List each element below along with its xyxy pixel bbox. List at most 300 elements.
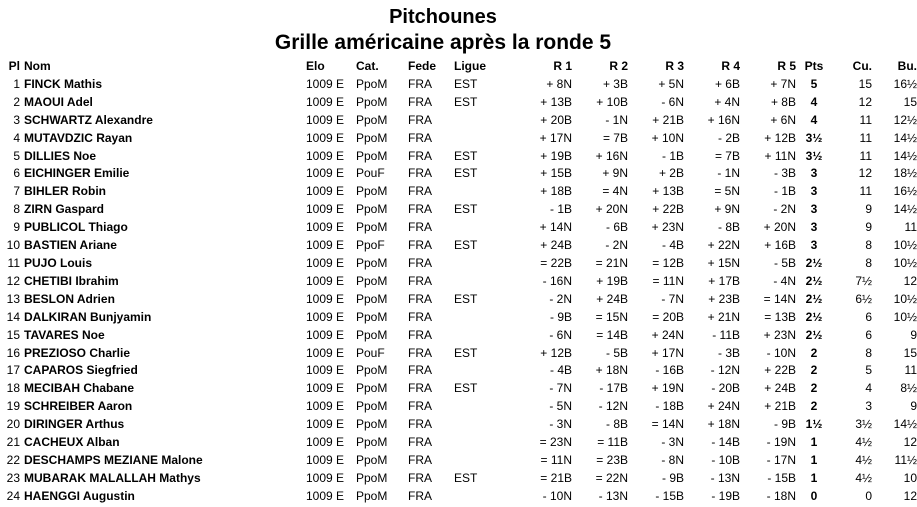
cell-r1: = 11N [540, 452, 572, 467]
cell-r5: + 12B [764, 130, 796, 145]
cell-fede: FRA [408, 435, 432, 450]
cell-r5: - 5B [773, 255, 796, 270]
cell-nom: SCHREIBER Aaron [24, 399, 133, 414]
cell-ligue [454, 327, 510, 345]
cell-r5: + 23N [763, 327, 796, 342]
cell-cu: 8 [865, 255, 872, 270]
cell-nom: PUJO Louis [24, 255, 93, 270]
cell-bu: 16½ [893, 184, 917, 199]
cell-r2: + 19B [596, 273, 628, 288]
cell-pl: 18 [6, 381, 20, 396]
cell-cat: PpoM [356, 381, 388, 396]
cell-elo: 1009 E [306, 238, 345, 253]
cell-bu: 12½ [893, 112, 917, 127]
cell-r2: = 22N [595, 470, 628, 485]
cell-pts: 4 [810, 112, 818, 127]
col-header-elo: Elo [306, 59, 325, 73]
cell-elo: 1009 E [306, 273, 345, 288]
cell-cu: 9 [865, 202, 872, 217]
cell-ligue: EST [454, 381, 478, 396]
cell-bu: 14½ [893, 130, 917, 145]
cell-cat: PpoM [356, 76, 388, 91]
cell-pl: 11 [7, 255, 20, 270]
cell-fede: FRA [408, 488, 432, 503]
cell-r2: - 1N [605, 112, 628, 127]
cell-cat: PouF [356, 345, 385, 360]
page-title: Pitchounes [389, 6, 497, 28]
col-header-r1: R 1 [553, 59, 572, 73]
cell-r2: = 14B [596, 327, 628, 342]
cell-fede: FRA [408, 238, 432, 253]
table-row [2, 130, 917, 148]
cell-pl: 5 [13, 148, 20, 163]
cell-r3: = 12B [652, 255, 684, 270]
cell-cu: 3 [865, 399, 872, 414]
cell-r1: - 2N [549, 291, 572, 306]
cell-ligue: EST [454, 470, 478, 485]
cell-pl: 21 [6, 435, 20, 450]
cell-fede: FRA [408, 470, 432, 485]
cell-r5: + 11N [764, 148, 796, 163]
cell-bu: 15 [903, 345, 917, 360]
cell-r2: + 24B [596, 291, 628, 306]
cell-r4: - 11B [712, 327, 740, 342]
cell-r5: - 4N [773, 273, 796, 288]
cell-r2: - 2N [605, 238, 628, 253]
cell-nom: DILLIES Noe [24, 148, 97, 163]
cell-bu: 12 [903, 435, 917, 450]
cell-cat: PpoM [356, 309, 388, 324]
cell-nom: HAENGGI Augustin [24, 488, 135, 503]
cell-r5: - 10N [766, 345, 796, 360]
cell-fede: FRA [408, 309, 432, 324]
cell-ligue: EST [454, 148, 478, 163]
cell-pl: 24 [6, 488, 20, 503]
cell-r5: - 19N [766, 435, 796, 450]
cell-fede: FRA [408, 255, 432, 270]
cell-r3: + 2B [658, 166, 684, 181]
cell-r1: + 14N [539, 220, 572, 235]
cell-r1: + 20B [540, 112, 572, 127]
cell-r4: + 23B [708, 291, 740, 306]
cell-cat: PpoM [356, 399, 388, 414]
cell-r4: - 8B [717, 220, 740, 235]
col-header-fede: Fede [408, 59, 437, 73]
cell-bu: 11½ [894, 452, 917, 467]
cell-bu: 8½ [900, 381, 917, 396]
table-row [2, 309, 917, 327]
cell-pl: 3 [13, 112, 20, 127]
cell-nom: BIHLER Robin [24, 184, 106, 199]
cell-cu: 15 [858, 76, 872, 91]
cell-bu: 15 [903, 94, 917, 109]
cell-r2: = 7B [602, 130, 628, 145]
cell-nom: CAPAROS Siegfried [24, 363, 138, 378]
cell-pts: 2 [810, 399, 818, 414]
cell-r1: = 22B [540, 255, 572, 270]
cell-ligue: EST [454, 345, 478, 360]
cell-ligue [454, 130, 510, 148]
cell-elo: 1009 E [306, 417, 345, 432]
cell-cu: 4½ [855, 435, 872, 450]
cell-r2: + 3B [602, 76, 628, 91]
cell-ligue [454, 309, 510, 327]
cell-ligue [454, 452, 510, 470]
cell-pl: 8 [13, 202, 20, 217]
cell-r4: - 3B [717, 345, 740, 360]
cell-bu: 10½ [893, 255, 917, 270]
cell-r5: = 13B [764, 309, 796, 324]
cell-ligue [454, 434, 510, 452]
cell-fede: FRA [408, 363, 432, 378]
cell-pl: 9 [13, 220, 20, 235]
cell-bu: 18½ [893, 166, 917, 181]
cell-ligue: EST [454, 166, 478, 181]
cell-r3: + 21B [652, 112, 684, 127]
cell-r4: + 21N [707, 309, 740, 324]
cell-r4: + 15N [707, 255, 740, 270]
cell-ligue: EST [454, 76, 478, 91]
table-row [2, 398, 917, 416]
cell-bu: 11 [904, 220, 917, 235]
col-header-pts: Pts [804, 59, 824, 73]
cell-r2: + 10B [596, 94, 628, 109]
cell-cu: 4 [865, 381, 872, 396]
cell-r5: + 20N [763, 220, 796, 235]
cell-r2: = 4N [602, 184, 628, 199]
cell-nom: CHETIBI Ibrahim [24, 273, 119, 288]
cell-elo: 1009 E [306, 488, 345, 503]
table-row [2, 327, 917, 345]
cell-r5: + 16B [764, 238, 796, 253]
table-row [2, 255, 917, 273]
cell-r4: - 14B [711, 435, 740, 450]
table-row [2, 237, 917, 255]
cell-r3: - 1B [661, 148, 684, 163]
table-row [2, 148, 917, 166]
cell-r3: + 17N [651, 345, 684, 360]
cell-bu: 9 [910, 327, 917, 342]
cell-bu: 10½ [893, 291, 917, 306]
table-row [2, 362, 917, 380]
table-row [2, 219, 917, 237]
cell-elo: 1009 E [306, 452, 345, 467]
cell-elo: 1009 E [306, 327, 345, 342]
cell-cat: PpoM [356, 220, 388, 235]
cell-r1: + 13B [540, 94, 572, 109]
cell-ligue [454, 398, 510, 416]
cell-r5: - 2N [773, 202, 796, 217]
cell-r5: + 8B [770, 94, 796, 109]
cell-r1: + 24B [540, 238, 572, 253]
cell-pl: 6 [13, 166, 20, 181]
cell-cat: PpoM [356, 202, 388, 217]
cell-cu: 9 [865, 220, 872, 235]
cell-pl: 20 [6, 417, 20, 432]
cell-pts: 1½ [805, 417, 823, 432]
cell-cat: PpoM [356, 184, 388, 199]
cell-elo: 1009 E [306, 148, 345, 163]
col-header-r3: R 3 [665, 59, 684, 73]
cell-cat: PpoM [356, 470, 388, 485]
cell-r3: + 23N [651, 220, 684, 235]
table-row [2, 291, 917, 309]
cell-nom: MUBARAK MALALLAH Mathys [24, 470, 201, 485]
cell-pts: 0 [810, 488, 818, 503]
cell-nom: BASTIEN Ariane [24, 238, 117, 253]
cell-elo: 1009 E [306, 470, 345, 485]
cell-bu: 11 [904, 363, 917, 378]
cell-elo: 1009 E [306, 399, 345, 414]
col-header-r5: R 5 [777, 59, 796, 73]
cell-nom: DESCHAMPS MEZIANE Malone [24, 452, 203, 467]
cell-r2: + 9N [602, 166, 628, 181]
cell-pts: 3 [810, 202, 818, 217]
cell-nom: BESLON Adrien [24, 291, 115, 306]
cell-r4: + 24N [707, 399, 740, 414]
cell-r4: + 6B [714, 76, 740, 91]
cell-pl: 14 [6, 309, 20, 324]
cell-r4: + 16N [707, 112, 740, 127]
cell-r5: - 9B [773, 417, 796, 432]
cell-bu: 12 [903, 488, 917, 503]
table-row [2, 488, 917, 506]
cell-cat: PpoM [356, 363, 388, 378]
cell-r3: = 20B [652, 309, 684, 324]
cell-r2: + 20N [595, 202, 628, 217]
cell-bu: 14½ [893, 417, 917, 432]
cell-r5: - 3B [773, 166, 796, 181]
cell-r5: - 15B [767, 470, 796, 485]
cell-r3: - 4B [661, 238, 684, 253]
cell-r1: - 4B [549, 363, 572, 378]
table-row [2, 94, 917, 112]
table-row [2, 434, 917, 452]
cell-ligue [454, 362, 510, 380]
cell-pl: 15 [6, 327, 20, 342]
cell-r1: + 19B [540, 148, 572, 163]
col-header-bu: Bu. [897, 59, 917, 73]
cell-cu: 12 [858, 94, 872, 109]
cell-r4: - 10B [711, 452, 740, 467]
cell-cat: PpoM [356, 94, 388, 109]
cell-cu: 4½ [855, 470, 872, 485]
cell-fede: FRA [408, 202, 432, 217]
cell-bu: 10 [903, 470, 917, 485]
cell-elo: 1009 E [306, 112, 345, 127]
cell-elo: 1009 E [306, 166, 345, 181]
cell-r1: = 21B [540, 470, 572, 485]
cell-bu: 10½ [893, 309, 917, 324]
cell-fede: FRA [408, 273, 432, 288]
table-row [2, 416, 917, 434]
cell-pts: 2½ [805, 309, 823, 324]
cell-r2: - 13N [598, 488, 628, 503]
cell-cu: 11 [859, 130, 872, 145]
cell-r1: + 17N [539, 130, 572, 145]
cell-pts: 3 [810, 166, 818, 181]
cell-r5: + 6N [770, 112, 796, 127]
cell-elo: 1009 E [306, 76, 345, 91]
cell-r4: = 5N [714, 184, 740, 199]
cell-cu: 7½ [855, 273, 872, 288]
cell-pts: 2 [810, 381, 818, 396]
cell-elo: 1009 E [306, 220, 345, 235]
cell-elo: 1009 E [306, 381, 345, 396]
cell-nom: FINCK Mathis [24, 76, 102, 91]
table-row [2, 201, 917, 219]
cell-r2: = 21N [595, 255, 628, 270]
cell-cu: 11 [859, 148, 872, 163]
cell-r4: + 9N [714, 202, 740, 217]
cell-r1: + 12B [540, 345, 572, 360]
cell-r1: + 15B [540, 166, 572, 181]
col-header-nom: Nom [24, 59, 51, 73]
cell-r3: - 16B [655, 363, 684, 378]
cell-r3: + 22B [652, 202, 684, 217]
cell-pts: 2½ [805, 291, 823, 306]
cell-fede: FRA [408, 94, 432, 109]
cell-pts: 5 [810, 76, 818, 91]
cell-cat: PouF [356, 166, 385, 181]
cell-nom: TAVARES Noe [24, 327, 105, 342]
cell-pl: 17 [6, 363, 20, 378]
cell-fede: FRA [408, 381, 432, 396]
col-header-cat: Cat. [356, 59, 379, 73]
cell-r5: - 18N [766, 488, 796, 503]
cell-r3: + 10N [651, 130, 684, 145]
cell-ligue: EST [454, 238, 478, 253]
cell-r3: - 6N [661, 94, 684, 109]
cell-r4: = 7B [714, 148, 740, 163]
cell-cat: PpoM [356, 130, 388, 145]
cell-cu: 4½ [855, 452, 872, 467]
cell-nom: CACHEUX Alban [24, 435, 120, 450]
cell-r4: - 20B [711, 381, 740, 396]
cell-r5: + 21B [764, 399, 796, 414]
table-header-row [2, 58, 917, 76]
cell-pts: 4 [810, 94, 818, 109]
cell-elo: 1009 E [306, 130, 345, 145]
cell-cu: 3½ [855, 417, 872, 432]
cell-r5: + 24B [764, 381, 796, 396]
cell-fede: FRA [408, 399, 432, 414]
cell-fede: FRA [408, 76, 432, 91]
cell-nom: MUTAVDZIC Rayan [24, 130, 133, 145]
table-row [2, 273, 917, 291]
cell-r1: + 18B [540, 184, 572, 199]
cell-r2: - 6B [605, 220, 628, 235]
cell-elo: 1009 E [306, 309, 345, 324]
cell-cat: PpoF [356, 238, 385, 253]
cell-cat: PpoM [356, 452, 388, 467]
cell-nom: EICHINGER Emilie [24, 166, 130, 181]
cell-ligue: EST [454, 202, 478, 217]
cell-r1: - 7N [549, 381, 572, 396]
cell-nom: DALKIRAN Bunjyamin [24, 309, 152, 324]
cell-pts: 2 [810, 363, 818, 378]
cell-cu: 8 [865, 238, 872, 253]
cell-nom: DIRINGER Arthus [24, 417, 125, 432]
cell-r1: - 5N [549, 399, 572, 414]
cell-cat: PpoM [356, 291, 388, 306]
cell-cat: PpoM [356, 255, 388, 270]
cell-nom: PUBLICOL Thiago [24, 220, 128, 235]
cell-pl: 16 [6, 345, 20, 360]
cell-elo: 1009 E [306, 94, 345, 109]
cell-pl: 4 [13, 130, 20, 145]
cell-bu: 14½ [893, 148, 917, 163]
cell-fede: FRA [408, 417, 432, 432]
cell-bu: 16½ [893, 76, 917, 91]
table-row [2, 452, 917, 470]
cell-r5: + 7N [770, 76, 796, 91]
cell-r1: - 16N [542, 273, 572, 288]
cell-r4: - 1N [717, 166, 740, 181]
cell-ligue [454, 112, 510, 130]
cell-r5: + 22B [764, 363, 796, 378]
cell-ligue [454, 488, 510, 506]
cell-ligue: EST [454, 291, 478, 306]
cell-r5: = 14N [763, 291, 796, 306]
cell-fede: FRA [408, 184, 432, 199]
table-row [2, 76, 917, 94]
cell-elo: 1009 E [306, 291, 345, 306]
cell-pl: 23 [6, 470, 20, 485]
cell-r3: - 3N [661, 435, 684, 450]
cell-r3: = 11N [652, 273, 684, 288]
cell-pl: 2 [13, 94, 20, 109]
cell-r4: - 19B [711, 488, 740, 503]
cell-r3: = 14N [651, 417, 684, 432]
cell-pts: 3 [810, 220, 818, 235]
cell-pl: 19 [6, 399, 20, 414]
cell-r5: - 17N [766, 452, 796, 467]
cell-r4: - 12N [710, 363, 740, 378]
cell-pl: 22 [6, 452, 20, 467]
cell-nom: PREZIOSO Charlie [24, 345, 131, 360]
cell-r2: - 5B [605, 345, 628, 360]
cell-pts: 1 [810, 470, 818, 485]
cell-pts: 3½ [805, 148, 823, 163]
cell-cat: PpoM [356, 273, 388, 288]
table-row [2, 345, 917, 363]
cell-ligue [454, 219, 510, 237]
cell-r4: - 2B [717, 130, 740, 145]
cell-r2: = 11B [597, 435, 628, 450]
cell-r3: - 7N [661, 291, 684, 306]
cell-bu: 9 [910, 399, 917, 414]
cell-r1: - 1B [549, 202, 572, 217]
cell-pl: 10 [6, 238, 20, 253]
col-header-pl: Pl [8, 59, 20, 73]
cell-r1: - 3N [549, 417, 572, 432]
col-header-r4: R 4 [721, 59, 740, 73]
cell-elo: 1009 E [306, 202, 345, 217]
cell-pts: 2½ [805, 255, 823, 270]
cell-r2: - 12N [598, 399, 628, 414]
cell-r1: - 6N [549, 327, 572, 342]
cell-fede: FRA [408, 148, 432, 163]
cell-r2: + 18N [595, 363, 628, 378]
cell-r1: - 9B [549, 309, 572, 324]
cell-r4: + 17B [708, 273, 740, 288]
cell-r4: + 4N [714, 94, 740, 109]
cell-fede: FRA [408, 130, 432, 145]
cell-cu: 8 [865, 345, 872, 360]
cell-fede: FRA [408, 345, 432, 360]
cell-r2: - 17B [599, 381, 628, 396]
